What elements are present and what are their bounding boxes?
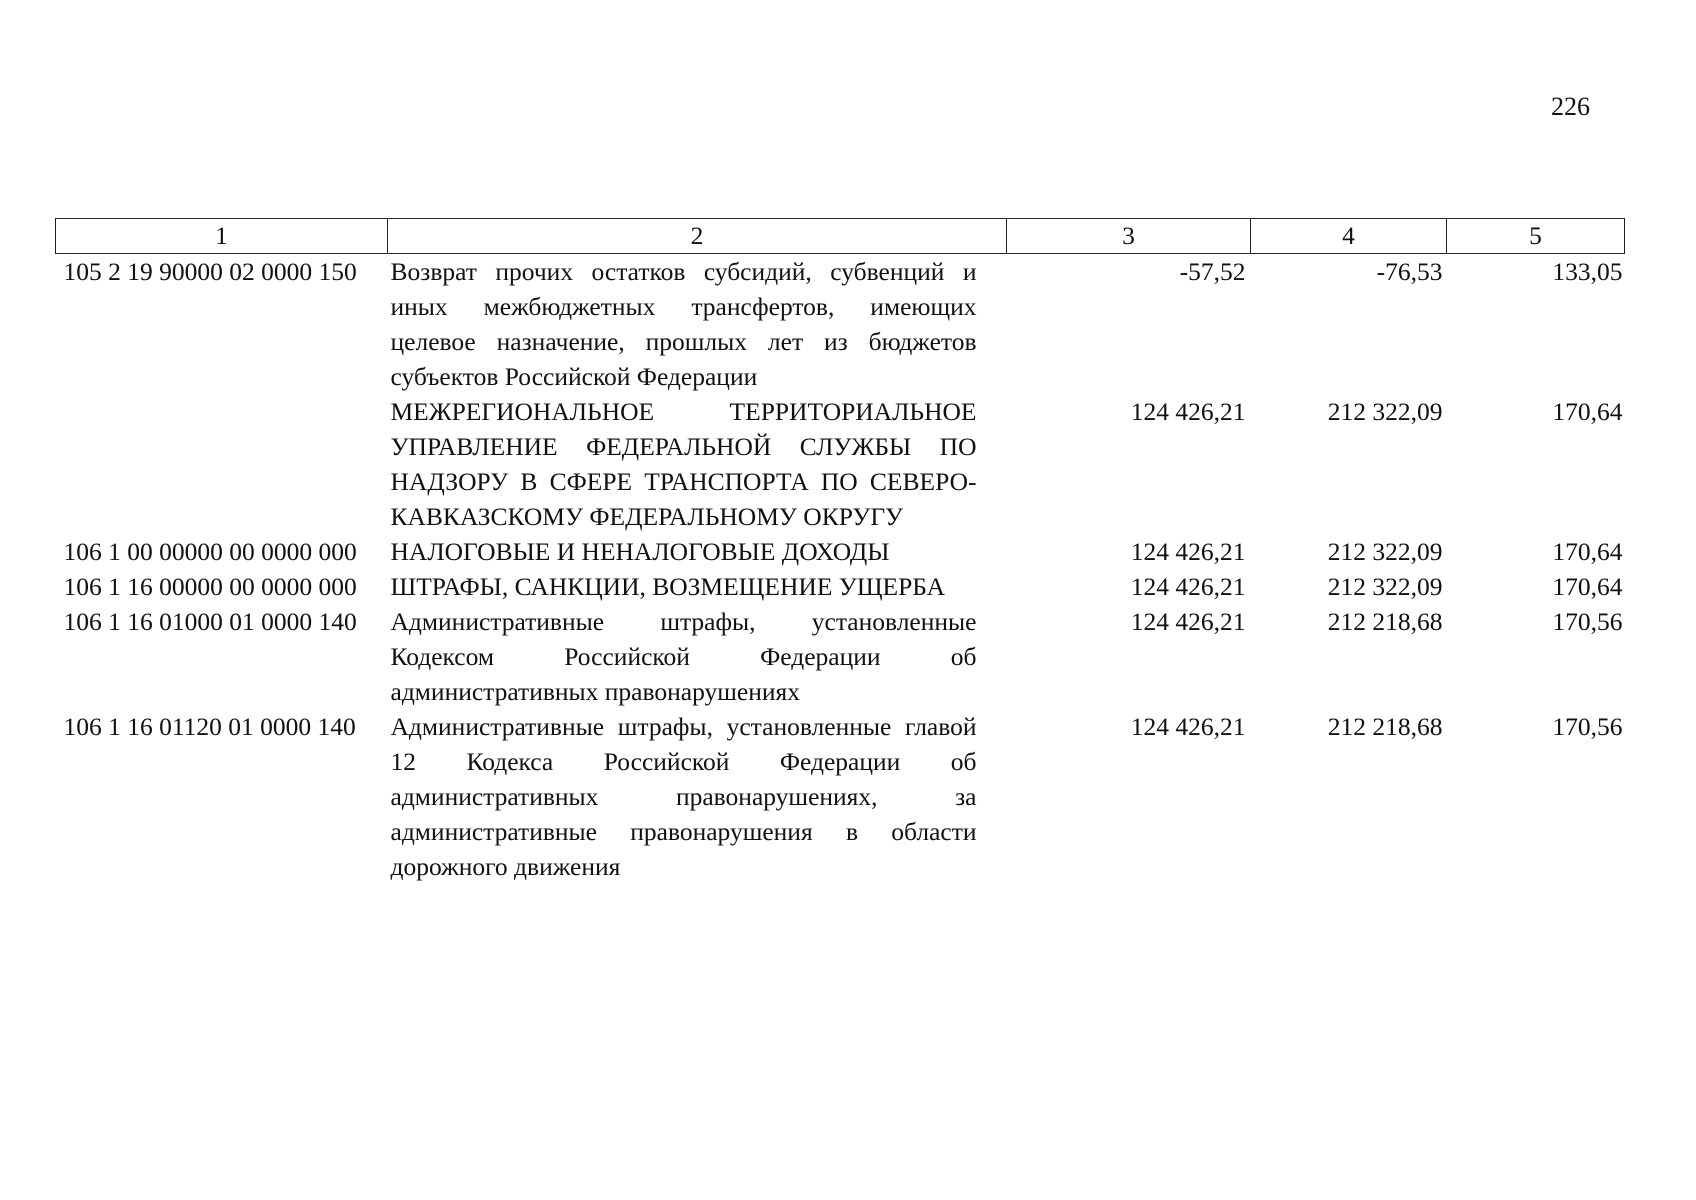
value-col-4: 212 218,68	[1327, 712, 1443, 741]
budget-code	[56, 394, 388, 534]
value-col-4: -76,53	[1376, 257, 1443, 286]
value-col-3: 124 426,21	[1130, 712, 1246, 741]
table-row	[56, 394, 1625, 534]
table-body	[56, 254, 1625, 885]
item-name: Возврат прочих остатков субсидий, субвенций и иных межбюджетных трансфертов, имеющих целевое назначение, прошлых лет из бюджетов субъектов Российской Федерации	[390, 257, 977, 391]
value-col-3: 124 426,21	[1130, 537, 1246, 566]
item-name: Административные штрафы, установленные Кодексом Российской Федерации об административных правонарушениях	[390, 607, 977, 706]
value-col-5: 170,64	[1552, 537, 1623, 566]
value-col-5: 170,56	[1552, 712, 1623, 741]
header-col-4: 4	[1251, 219, 1447, 254]
header-col-1: 1	[56, 219, 388, 254]
table-row	[56, 254, 1625, 395]
value-col-4: 212 218,68	[1327, 607, 1443, 636]
value-col-3: 124 426,21	[1130, 572, 1246, 601]
budget-code: 105 2 19 90000 02 0000 150	[63, 257, 357, 286]
value-col-4: 212 322,09	[1327, 572, 1443, 601]
table-row	[56, 534, 1625, 569]
table-row	[56, 604, 1625, 709]
value-col-3: -57,52	[1179, 257, 1246, 286]
value-col-5: 170,64	[1552, 397, 1623, 426]
value-col-5: 170,64	[1552, 572, 1623, 601]
value-col-4: 212 322,09	[1327, 537, 1443, 566]
header-col-3: 3	[1007, 219, 1251, 254]
item-name: МЕЖРЕГИОНАЛЬНОЕ ТЕРРИТОРИАЛЬНОЕ УПРАВЛЕНИЕ ФЕДЕРАЛЬНОЙ СЛУЖБЫ ПО НАДЗОРУ В СФЕРЕ ТРАНСПОРТА ПО СЕВЕРО-КАВКАЗСКОМУ ФЕДЕРАЛЬНОМУ ОКРУГУ	[390, 397, 977, 531]
item-name: ШТРАФЫ, САНКЦИИ, ВОЗМЕЩЕНИЕ УЩЕРБА	[390, 572, 946, 601]
budget-code: 106 1 16 01000 01 0000 140	[63, 607, 357, 636]
table-row	[56, 569, 1625, 604]
budget-code: 106 1 16 01120 01 0000 140	[63, 712, 356, 741]
header-col-2: 2	[388, 219, 1007, 254]
value-col-5: 133,05	[1552, 257, 1623, 286]
item-name: Административные штрафы, установленные главой 12 Кодекса Российской Федерации об административных правонарушениях, за административные правонарушения в области дорожного движения	[390, 712, 977, 881]
budget-code: 106 1 00 00000 00 0000 000	[63, 537, 357, 566]
table-row	[56, 709, 1625, 884]
budget-table	[55, 218, 1625, 884]
budget-code: 106 1 16 00000 00 0000 000	[63, 572, 357, 601]
page-number: 226	[1551, 92, 1590, 121]
value-col-5: 170,56	[1552, 607, 1623, 636]
value-col-4: 212 322,09	[1327, 397, 1443, 426]
value-col-3: 124 426,21	[1130, 607, 1246, 636]
table-header	[56, 219, 1625, 254]
header-row	[56, 219, 1625, 254]
value-col-3: 124 426,21	[1130, 397, 1246, 426]
item-name: НАЛОГОВЫЕ И НЕНАЛОГОВЫЕ ДОХОДЫ	[390, 537, 890, 566]
header-col-5: 5	[1447, 219, 1625, 254]
